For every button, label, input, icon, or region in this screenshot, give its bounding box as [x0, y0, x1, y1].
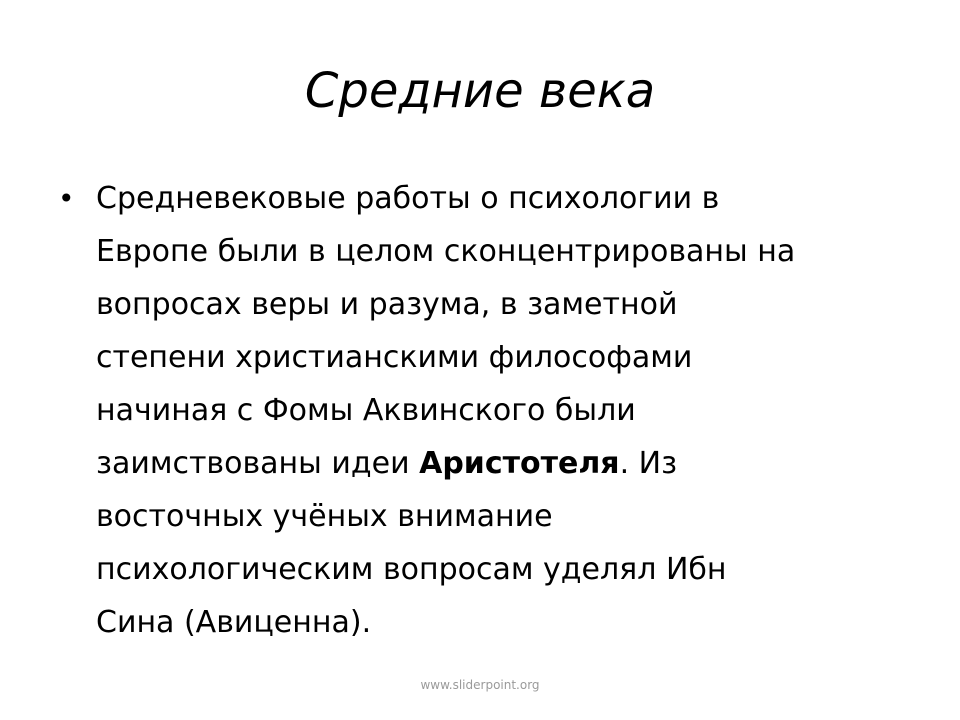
- bullet-item: [58, 172, 918, 649]
- bullet-text-line: [96, 437, 918, 490]
- bullet-icon: •: [58, 182, 75, 215]
- bullet-text-line: психологическим вопросам уделял Ибн: [96, 552, 727, 587]
- bullet-text-line: восточных учёных внимание: [96, 499, 553, 534]
- footer-watermark: www.sliderpoint.org: [420, 678, 540, 692]
- bullet-text-line: Сина (Авиценна).: [96, 605, 372, 640]
- bold-name-aristotle: Аристотеля: [419, 446, 620, 481]
- slide-title: Средние века: [304, 63, 656, 119]
- slide-body: [58, 172, 918, 649]
- bullet-text-line: начиная с Фомы Аквинского были: [96, 393, 636, 428]
- bullet-text-segment: . Из: [619, 446, 678, 481]
- bullet-text-line: Европе были в целом сконцентрированы на: [96, 234, 796, 269]
- bullet-text-line: Средневековые работы о психологии в: [96, 181, 720, 216]
- bullet-text-line: вопросах веры и разума, в заметной: [96, 287, 678, 322]
- bullet-text-segment: заимствованы идеи: [96, 446, 420, 481]
- bullet-text-line: степени христианскими философами: [96, 340, 693, 375]
